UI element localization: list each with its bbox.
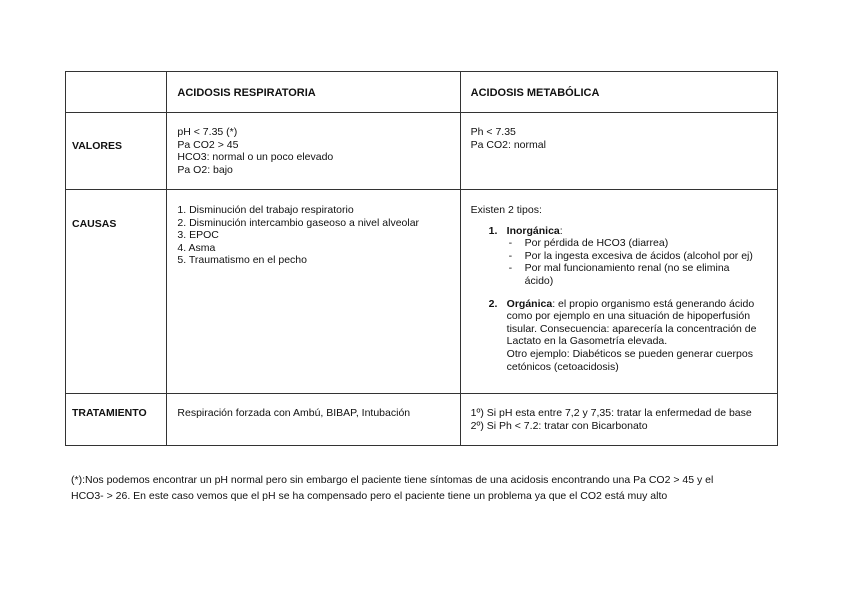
causa-resp-item: 4. Asma	[177, 241, 216, 254]
list-item-continuation: ácido)	[524, 274, 554, 287]
tipo-number: 1.	[488, 224, 498, 237]
valores-metabolica-cell	[460, 113, 777, 190]
tratamiento-meta-line: 1º) Si pH esta entre 7,2 y 7,35: tratar la enfermedad de base	[470, 407, 752, 419]
tipo-organica	[471, 298, 773, 374]
tratamiento-label: TRATAMIENTO	[72, 407, 147, 419]
tipo-title: Orgánica	[506, 297, 553, 310]
tipo-title-suffix: :	[559, 224, 563, 237]
causa-resp-item: 2. Disminución intercambio gaseoso a nivel alveolar	[177, 216, 420, 229]
causas-meta-intro: Existen 2 tipos:	[470, 204, 542, 216]
causas-respiratoria-cell	[167, 190, 460, 394]
causas-row	[66, 190, 778, 394]
tipos-list	[471, 225, 773, 374]
tratamiento-metabolica-cell	[460, 394, 777, 446]
causa-resp-item: 5. Traumatismo en el pecho	[177, 254, 307, 267]
valores-respiratoria-cell	[167, 113, 460, 190]
valores-meta-line: Pa CO2: normal	[470, 138, 546, 151]
tipo-desc-line: como por ejemplo en una situación de hipoperfusión	[506, 310, 751, 323]
tipo-desc-line: Lactato en la Gasometría elevada.	[506, 335, 668, 348]
header-respiratoria-text: ACIDOSIS RESPIRATORIA	[177, 87, 316, 99]
causas-label: CAUSAS	[72, 218, 117, 230]
tipo-inorganica	[471, 225, 773, 288]
tratamiento-meta-line: 2º) Si Ph < 7.2: tratar con Bicarbonato	[470, 419, 648, 432]
valores-resp-line: Pa CO2 > 45	[177, 138, 239, 151]
tratamiento-label-cell	[66, 394, 167, 446]
header-metabolica-text: ACIDOSIS METABÓLICA	[470, 87, 600, 99]
valores-resp-line: pH < 7.35 (*)	[177, 126, 238, 138]
footnote	[71, 472, 771, 504]
tratamiento-resp-text: Respiración forzada con Ambú, BIBAP, Intubación	[177, 407, 411, 419]
acidosis-comparison-table	[65, 71, 778, 446]
valores-resp-line: HCO3: normal o un poco elevado	[177, 151, 334, 164]
tipo-title: Inorgánica	[506, 224, 560, 237]
header-respiratoria	[167, 72, 460, 113]
list-item: - Por mal funcionamiento renal (no se elimina	[508, 262, 730, 275]
header-row	[66, 72, 778, 113]
list-item: - Por pérdida de HCO3 (diarrea)	[508, 237, 669, 250]
footnote-line: HCO3- > 26. En este caso vemos que el pH se ha compensado pero el paciente tiene un problema ya que el CO2 está muy alto	[71, 490, 668, 502]
tipo-desc-line: cetónicos (cetoacidosis)	[506, 360, 619, 373]
valores-row	[66, 113, 778, 190]
valores-resp-line: Pa O2: bajo	[177, 163, 233, 176]
tipo-desc-line: Otro ejemplo: Diabéticos se pueden generar cuerpos	[506, 347, 753, 360]
tratamiento-respiratoria-cell	[167, 394, 460, 446]
tipo-number: 2.	[488, 297, 498, 310]
list-item: - Por la ingesta excesiva de ácidos (alcohol por ej)	[508, 249, 753, 262]
inorganica-sublist	[507, 237, 773, 287]
causas-metabolica-cell	[460, 190, 777, 394]
tratamiento-row	[66, 394, 778, 446]
footnote-line: (*):Nos podemos encontrar un pH normal pero sin embargo el paciente tiene síntomas de una acidosis encontrando una Pa CO2 > 45 y el	[71, 474, 714, 486]
causas-label-cell	[66, 190, 167, 394]
causa-resp-item: 1. Disminución del trabajo respiratorio	[177, 204, 354, 216]
valores-meta-line: Ph < 7.35	[470, 126, 516, 138]
valores-label: VALORES	[72, 140, 122, 152]
valores-label-cell	[66, 113, 167, 190]
header-metabolica	[460, 72, 777, 113]
tipo-desc: : el propio organismo está generando ácido	[552, 297, 755, 310]
header-empty-cell	[66, 72, 167, 113]
tipo-desc-line: tisular. Consecuencia: aparecería la concentración de	[506, 322, 757, 335]
causa-resp-item: 3. EPOC	[177, 229, 219, 242]
